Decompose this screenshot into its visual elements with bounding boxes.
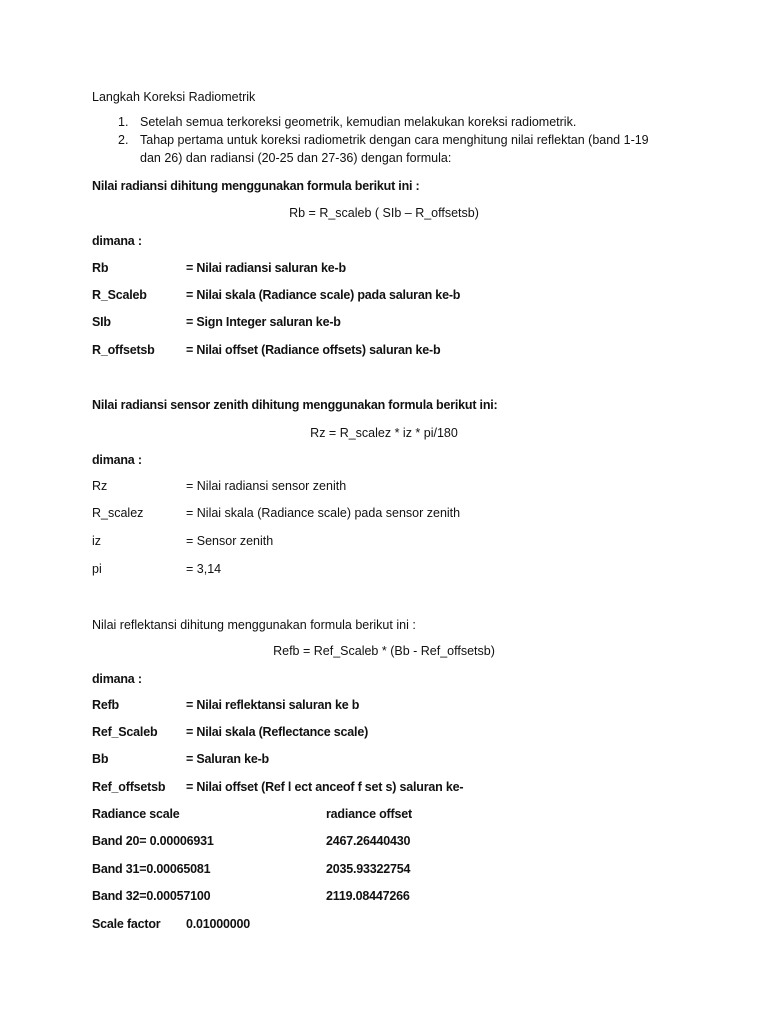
where-label: dimana :	[92, 672, 142, 686]
def-term: iz	[92, 534, 102, 548]
list-item-continued: dan 26) dan radiansi (20-25 dan 27-36) dengan formula:	[140, 151, 452, 165]
def-term: Rb	[92, 261, 109, 275]
def-desc: = Nilai radiansi sensor zenith	[186, 479, 347, 493]
def-term: Bb	[92, 752, 109, 766]
def-desc: = Nilai skala (Radiance scale) pada saluran ke-b	[186, 288, 461, 302]
def-desc: = Nilai reflektansi saluran ke b	[186, 698, 360, 712]
table-cell: Band 31=0.00065081	[92, 862, 211, 876]
def-term: Ref_offsetsb	[92, 780, 166, 794]
table-header: radiance offset	[326, 807, 412, 821]
formula: Refb = Ref_Scaleb * (Bb - Ref_offsetsb)	[273, 644, 495, 658]
table-cell: Band 32=0.00057100	[92, 889, 211, 903]
section-heading: Nilai radiansi dihitung menggunakan formula berikut ini :	[92, 179, 420, 193]
def-desc: = Saluran ke-b	[186, 752, 269, 766]
def-desc: = 3,14	[186, 562, 222, 576]
table-cell: Band 20= 0.00006931	[92, 834, 214, 848]
where-label: dimana :	[92, 234, 142, 248]
scale-factor-label: Scale factor	[92, 917, 161, 931]
scale-factor-value: 0.01000000	[186, 917, 251, 931]
def-desc: = Nilai skala (Radiance scale) pada sensor zenith	[186, 506, 461, 520]
def-desc: = Nilai radiansi saluran ke-b	[186, 261, 346, 275]
table-cell: 2119.08447266	[326, 889, 410, 903]
list-number: 2.	[118, 133, 129, 147]
list-number: 1.	[118, 115, 129, 129]
def-term: R_Scaleb	[92, 288, 147, 302]
section-heading: Nilai reflektansi dihitung menggunakan formula berikut ini :	[92, 618, 416, 632]
table-cell: 2035.93322754	[326, 862, 411, 876]
def-term: SIb	[92, 315, 111, 329]
formula: Rb = R_scaleb ( SIb – R_offsetsb)	[289, 206, 479, 220]
formula: Rz = R_scalez * iz * pi/180	[310, 426, 458, 440]
section-heading: Nilai radiansi sensor zenith dihitung menggunakan formula berikut ini:	[92, 398, 498, 412]
def-desc: = Sign Integer saluran ke-b	[186, 315, 341, 329]
def-term: Rz	[92, 479, 108, 493]
def-term: Ref_Scaleb	[92, 725, 158, 739]
def-term: pi	[92, 562, 102, 576]
table-header: Radiance scale	[92, 807, 180, 821]
def-desc: = Nilai skala (Reflectance scale)	[186, 725, 369, 739]
where-label: dimana :	[92, 453, 142, 467]
def-term: Refb	[92, 698, 119, 712]
def-desc: = Nilai offset (Radiance offsets) saluran ke-b	[186, 343, 441, 357]
def-term: R_offsetsb	[92, 343, 155, 357]
def-desc: = Nilai offset (Ref l ect anceof f set s) saluran ke-	[186, 780, 464, 794]
def-desc: = Sensor zenith	[186, 534, 274, 548]
list-item: Tahap pertama untuk koreksi radiometrik dengan cara menghitung nilai reflektan (band 1-19	[140, 133, 649, 147]
table-cell: 2467.26440430	[326, 834, 411, 848]
list-item: Setelah semua terkoreksi geometrik, kemudian melakukan koreksi radiometrik.	[140, 115, 577, 129]
def-term: R_scalez	[92, 506, 144, 520]
document-title: Langkah Koreksi Radiometrik	[92, 90, 256, 104]
